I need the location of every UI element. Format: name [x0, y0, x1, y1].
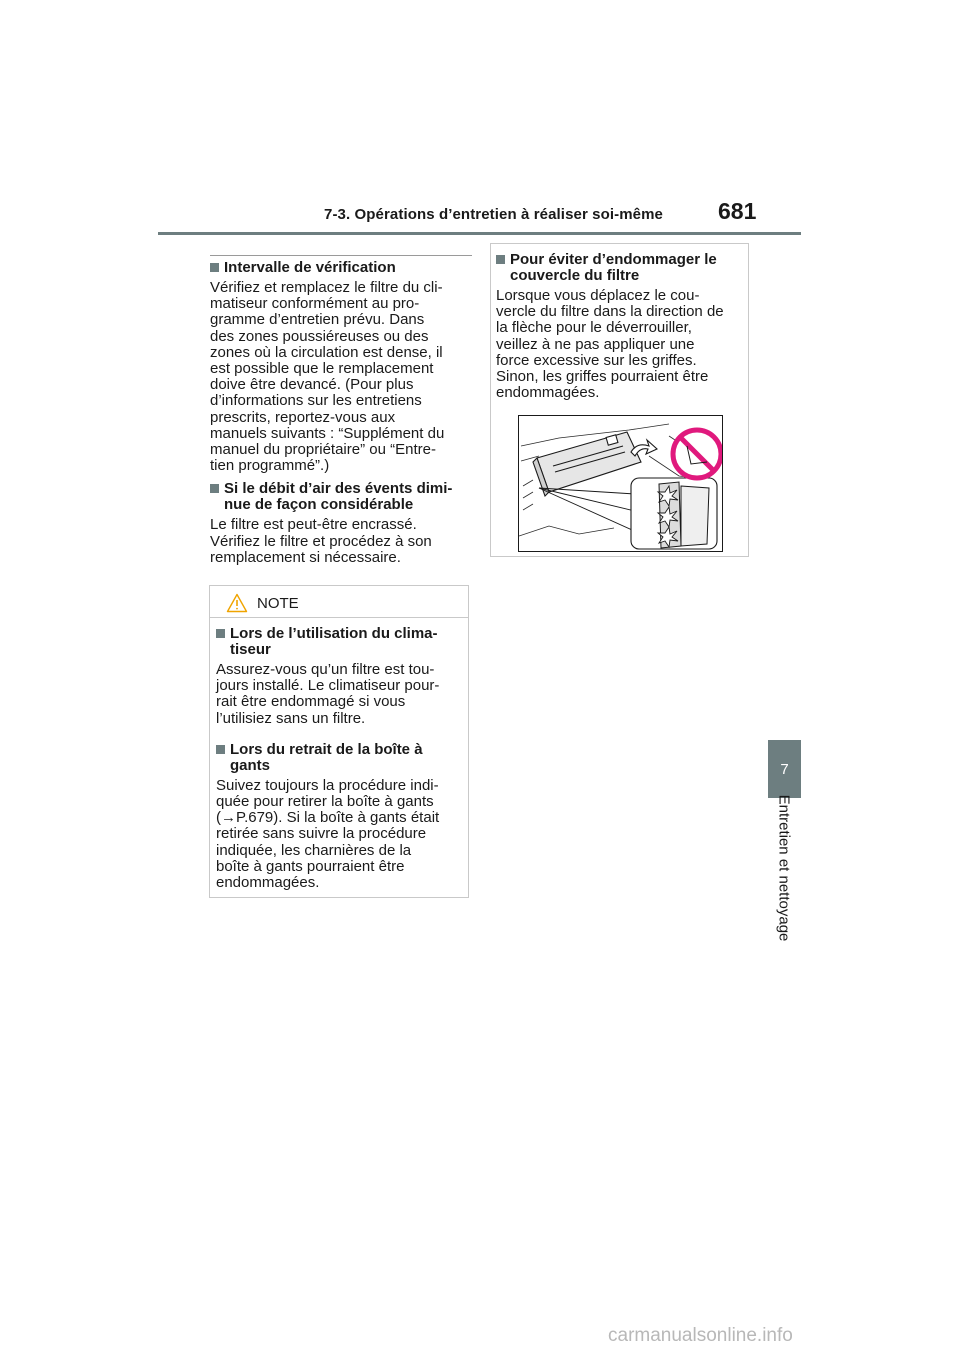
section-body-debit-air: [210, 517, 472, 566]
square-bullet-icon: [496, 255, 505, 264]
body-line: manuels suivants : “Supplément du: [210, 424, 445, 442]
unlock-arrow-icon: [631, 440, 657, 456]
right-box-body: [496, 288, 744, 401]
page-number: 681: [718, 198, 757, 224]
watermark: carmanualsonline.info: [608, 1325, 793, 1346]
filter-cover-drawing: [519, 416, 722, 551]
body-line: boîte à gants pourraient être: [216, 857, 405, 875]
body-line: des zones poussiéreuses ou des: [210, 327, 429, 345]
body-line: doive être devancé. (Pour plus: [210, 376, 414, 394]
body-line: Vérifiez et remplacez le filtre du cli-: [210, 279, 443, 296]
note-body: [210, 618, 468, 891]
body-line: gramme d’entretien prévu. Dans: [210, 311, 425, 329]
page-header-title: 7-3. Opérations d’entretien à réaliser soi-même: [324, 206, 663, 223]
section-body-intervalle: [210, 280, 472, 474]
square-bullet-icon: [216, 745, 225, 754]
section-heading-debit-air: Si le débit d’air des évents dimi-nue de façon considérable: [210, 481, 472, 513]
body-line: endommagées.: [216, 874, 320, 892]
body-line: retirée sans suivre la procédure: [216, 825, 427, 843]
square-bullet-icon: [210, 484, 219, 493]
note-section-body: [216, 662, 462, 727]
body-line: manuel du propriétaire” ou “Entre-: [210, 441, 436, 459]
body-line: la flèche pour le déverrouiller,: [496, 319, 692, 337]
body-line: Le filtre est peut-être encrassé.: [210, 516, 417, 534]
body-line: tien programmé”.): [210, 457, 330, 475]
chapter-tab[interactable]: 7: [768, 740, 801, 798]
body-line[interactable]: (→P.679). Si la boîte à gants était: [216, 809, 440, 827]
body-line: Suivez toujours la procédure indi-: [216, 776, 439, 794]
note-title: NOTE: [257, 595, 299, 612]
body-line: rait être endommagé si vous: [216, 693, 406, 711]
note-header: [210, 586, 468, 618]
body-line: Assurez-vous qu’un filtre est tou-: [216, 661, 435, 678]
body-line: Vérifiez le filtre et procédez à son: [210, 532, 432, 550]
body-line: jours installé. Le climatiseur pour-: [216, 677, 440, 695]
body-line: prescrits, reportez-vous aux: [210, 408, 396, 426]
right-box-heading: Pour éviter d’endommager le couvercle du filtre: [496, 252, 744, 284]
section-rule: [210, 255, 472, 256]
warning-triangle-icon: [226, 593, 248, 613]
square-bullet-icon: [210, 263, 219, 272]
body-line: force excessive sur les griffes.: [496, 351, 697, 369]
note-heading-climatiseur: Lors de l’utilisation du clima-tiseur: [216, 626, 462, 658]
body-line: est possible que le remplacement: [210, 360, 434, 378]
body-line: veillez à ne pas appliquer une: [496, 335, 695, 353]
note-box: [209, 585, 469, 898]
right-info-box: [490, 243, 749, 557]
note-section-body: [216, 778, 462, 891]
body-line: Lorsque vous déplacez le cou-: [496, 287, 700, 304]
header-rule: [158, 232, 801, 235]
prohibition-icon: [673, 430, 721, 478]
chapter-label: Entretien et nettoyage: [775, 794, 793, 942]
left-column: [210, 255, 472, 573]
body-line: quée pour retirer la boîte à gants: [216, 793, 434, 811]
body-line: matiseur conformément au pro-: [210, 295, 420, 313]
note-heading-boite-gants: Lors du retrait de la boîte à gants: [216, 742, 462, 774]
body-line: d’informations sur les entretiens: [210, 392, 422, 410]
section-heading-intervalle: Intervalle de vérification: [210, 260, 472, 276]
body-line: remplacement si nécessaire.: [210, 548, 401, 566]
body-line: vercle du filtre dans la direction de: [496, 303, 724, 321]
square-bullet-icon: [216, 629, 225, 638]
body-line: indiquée, les charnières de la: [216, 841, 412, 859]
body-line: l’utilisiez sans un filtre.: [216, 709, 366, 727]
body-line: endommagées.: [496, 384, 600, 402]
body-line: zones où la circulation est dense, il: [210, 343, 443, 361]
body-line: Sinon, les griffes pourraient être: [496, 368, 709, 386]
filter-cover-illustration: [518, 415, 723, 552]
